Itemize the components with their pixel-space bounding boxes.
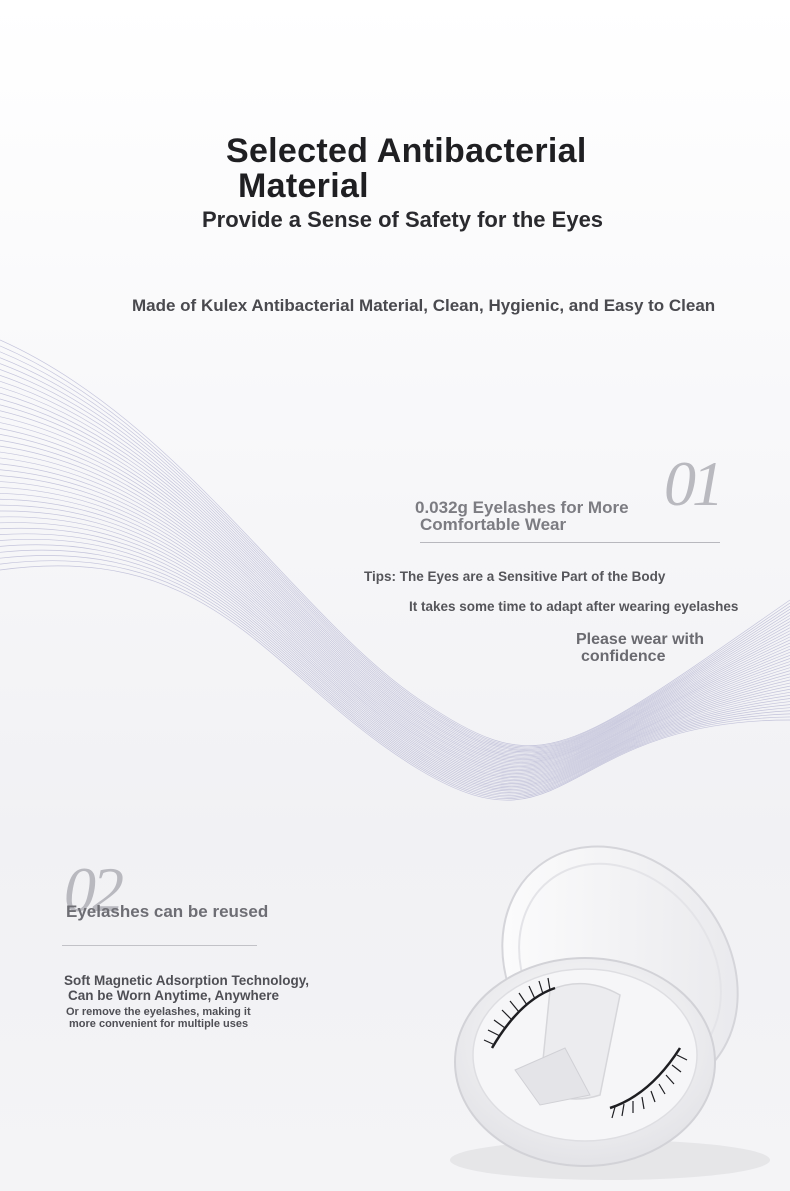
feature1-title-line2: Comfortable Wear — [420, 515, 567, 534]
feature-number-01: 01 — [664, 448, 720, 519]
divider — [420, 542, 720, 543]
feature2-detail-line2: Can be Worn Anytime, Anywhere — [68, 987, 280, 1003]
page-title-line2: Material — [238, 167, 369, 205]
material-description: Made of Kulex Antibacterial Material, Clean, Hygienic, and Easy to Clean — [132, 296, 716, 315]
feature2-detail-line1: Soft Magnetic Adsorption Technology, — [64, 973, 309, 988]
feature-number-02: 02 — [64, 854, 120, 925]
feature2-detail — [64, 974, 309, 1003]
page-subtitle: Provide a Sense of Safety for the Eyes — [202, 207, 604, 232]
case-base — [455, 958, 715, 1166]
feature1-closing-line1: Please wear with — [576, 631, 705, 648]
feature1-tip2: It takes some time to adapt after wearing eyelashes — [409, 599, 739, 614]
feature2-title: Eyelashes can be reused — [66, 902, 269, 921]
page-title-line1: Selected Antibacterial — [226, 132, 587, 170]
page-title — [226, 134, 587, 204]
feature2-note-line2: more convenient for multiple uses — [69, 1017, 249, 1030]
divider — [62, 945, 257, 946]
feature1-closing — [576, 631, 704, 665]
feature1-closing-line2: confidence — [581, 648, 666, 665]
feature1-tip1: Tips: The Eyes are a Sensitive Part of the Body — [364, 569, 666, 584]
feature1-title-line1: 0.032g Eyelashes for More — [415, 498, 629, 517]
feature2-note — [66, 1007, 251, 1030]
feature2-note-line1: Or remove the eyelashes, making it — [66, 1006, 251, 1018]
feature1-title — [415, 499, 629, 533]
